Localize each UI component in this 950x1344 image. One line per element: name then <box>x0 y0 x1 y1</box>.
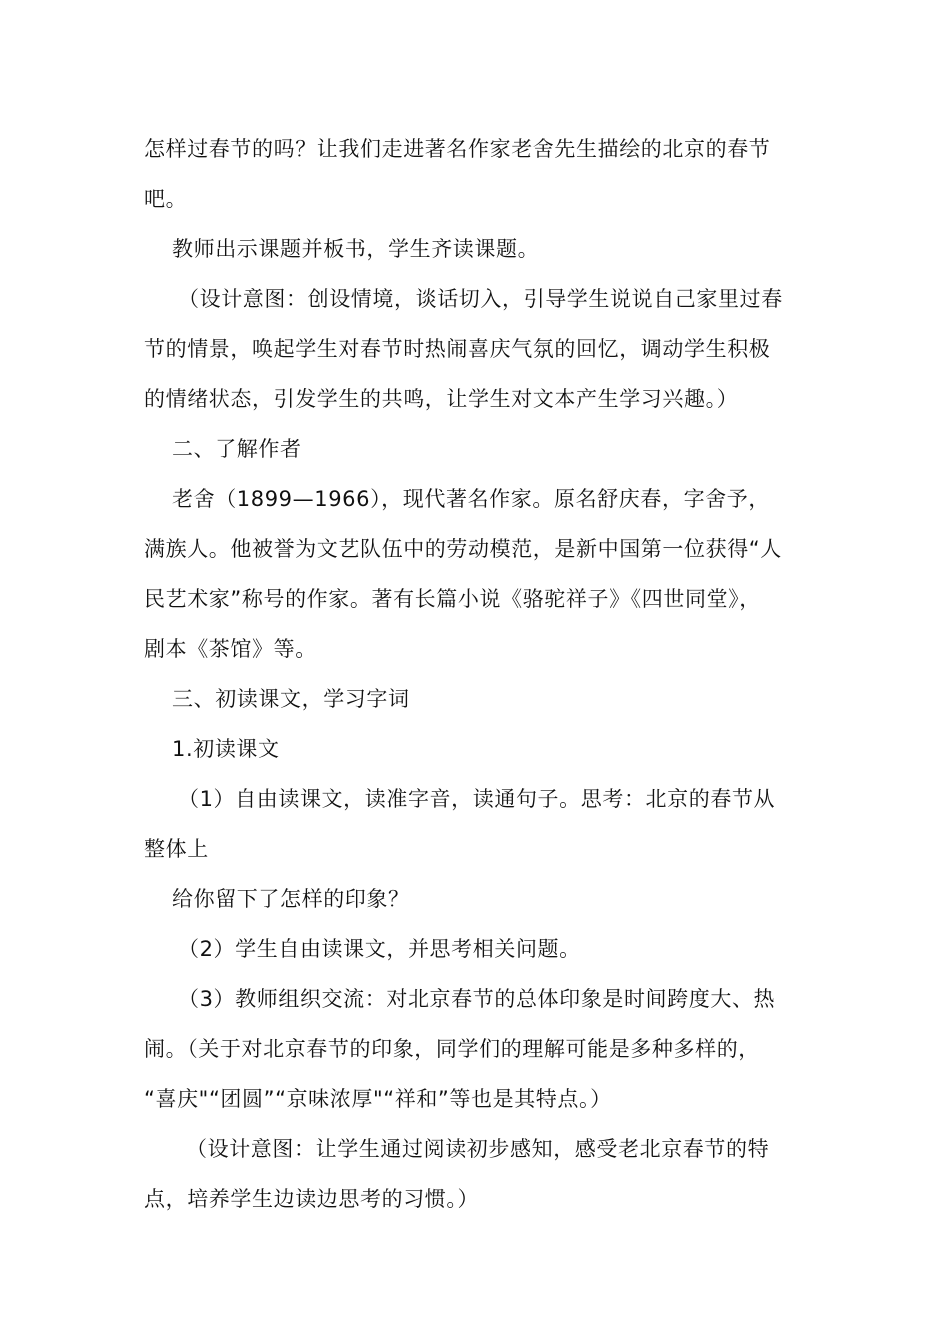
text-line: 教师出示课题并板书，学生齐读课题。 <box>172 237 540 261</box>
text-line: 老舍（1899—1966），现代著名作家。原名舒庆春，字舍予， <box>172 487 770 511</box>
text-line: 剧本《茶馆》等。 <box>144 637 317 661</box>
text-line: （设计意图：让学生通过阅读初步感知，感受老北京春节的特 <box>186 1137 770 1161</box>
text-line: 满族人。他被誉为文艺队伍中的劳动模范，是新中国第一位获得“人 <box>144 537 782 561</box>
text-line: （3）教师组织交流：对北京春节的总体印象是时间跨度大、热 <box>178 987 776 1011</box>
text-line: 吧。 <box>144 187 188 211</box>
text-line: “喜庆"“团圆”“京味浓厚"“祥和”等也是其特点。） <box>144 1087 612 1111</box>
text-line: 给你留下了怎样的印象？ <box>172 887 410 911</box>
text-line: 的情绪状态，引发学生的共鸣，让学生对文本产生学习兴趣。） <box>144 387 739 411</box>
text-line: （1）自由读课文，读准字音，读通句子。思考：北京的春节从 <box>178 787 776 811</box>
text-line: 节的情景，唤起学生对春节时热闹喜庆气氛的回忆，调动学生积极 <box>144 337 771 361</box>
subsection-heading: 1.初读课文 <box>172 737 280 761</box>
text-line: 闹。（关于对北京春节的印象，同学们的理解可能是多种多样的， <box>144 1037 760 1061</box>
section-heading: 二、了解作者 <box>172 437 302 461</box>
text-line: 民艺术家”称号的作家。著有长篇小说《骆驼祥子》《四世同堂》， <box>144 587 761 611</box>
text-line: 点，培养学生边读边思考的习惯。） <box>144 1187 480 1211</box>
text-line: （2）学生自由读课文，并思考相关问题。 <box>178 937 581 961</box>
section-heading: 三、初读课文，学习字词 <box>172 687 410 711</box>
text-line: （设计意图：创设情境，谈话切入，引导学生说说自己家里过春 <box>178 287 783 311</box>
text-line: 怎样过春节的吗？让我们走进著名作家老舍先生描绘的北京的春节 <box>144 137 771 161</box>
text-line: 整体上 <box>144 837 209 861</box>
